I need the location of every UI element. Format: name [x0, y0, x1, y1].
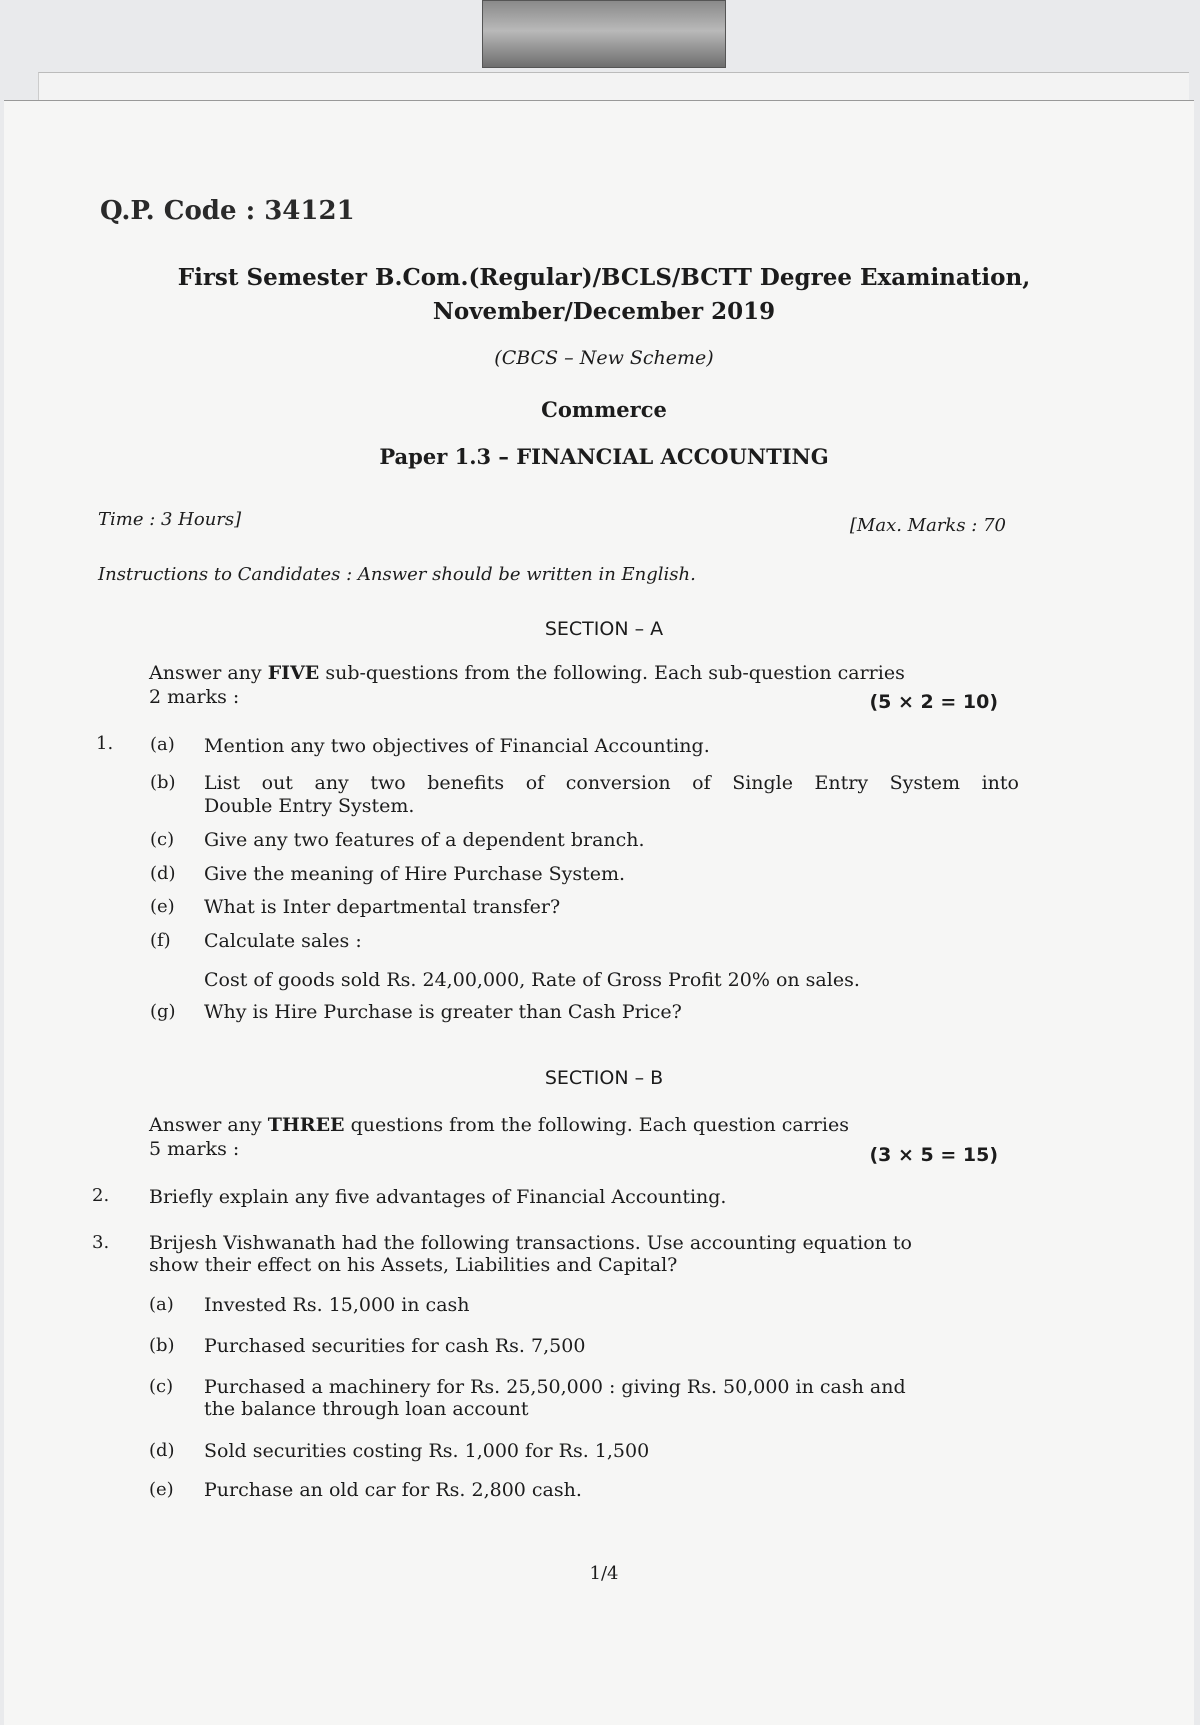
q3d-text: Sold securities costing Rs. 1,000 for Rs. 1,500 [204, 1440, 650, 1462]
question-2-text: Briefly explain any five advantages of Financial Accounting. [149, 1186, 727, 1208]
q1e-label: (e) [150, 896, 175, 917]
section-b-marks: (3 × 5 = 15) [869, 1144, 998, 1166]
q3a-label: (a) [149, 1294, 174, 1315]
q3b-label: (b) [149, 1335, 175, 1356]
q3b-text: Purchased securities for cash Rs. 7,500 [204, 1335, 586, 1357]
q3e-label: (e) [149, 1479, 174, 1500]
q3d-label: (d) [149, 1440, 175, 1461]
exam-scheme: (CBCS – New Scheme) [494, 347, 714, 369]
q1b-text: List out any two benefits of conversion of Single Entry System into [204, 772, 1019, 794]
section-a-marks: (5 × 2 = 10) [869, 691, 998, 713]
exam-subject: Commerce [541, 397, 667, 422]
section-b-instruction: Answer any THREE questions from the following. Each question carries 5 marks : [149, 1114, 849, 1160]
section-a-instruction: Answer any FIVE sub-questions from the following. Each sub-question carries 2 marks : [149, 662, 905, 708]
section-b-title: SECTION – B [544, 1067, 664, 1089]
q3c-text-cont: the balance through loan account [204, 1398, 529, 1420]
question-2-number: 2. [92, 1185, 110, 1206]
exam-title-line2: November/December 2019 [432, 298, 776, 325]
q1g-label: (g) [150, 1001, 176, 1022]
question-3-text-cont: show their effect on his Assets, Liabilities and Capital? [149, 1254, 678, 1276]
paper-title: Paper 1.3 – FINANCIAL ACCOUNTING [379, 444, 829, 469]
q1d-label: (d) [150, 863, 176, 884]
q1f-text-cont: Cost of goods sold Rs. 24,00,000, Rate of Gross Profit 20% on sales. [204, 969, 860, 991]
qp-code: Q.P. Code : 34121 [100, 196, 355, 226]
instructions: Instructions to Candidates : Answer should be written in English. [98, 564, 696, 585]
exam-page [4, 100, 1194, 1725]
q3c-text: Purchased a machinery for Rs. 25,50,000 : giving Rs. 50,000 in cash and [204, 1376, 906, 1398]
q1a-label: (a) [150, 734, 175, 755]
q1c-label: (c) [150, 829, 175, 850]
q1b-label: (b) [150, 772, 176, 793]
q1b-text-cont: Double Entry System. [204, 795, 415, 817]
q1f-text: Calculate sales : [204, 930, 362, 952]
q1c-text: Give any two features of a dependent branch. [204, 829, 645, 851]
q3e-text: Purchase an old car for Rs. 2,800 cash. [204, 1479, 582, 1501]
question-3-text: Brijesh Vishwanath had the following transactions. Use accounting equation to [149, 1232, 912, 1254]
q3a-text: Invested Rs. 15,000 in cash [204, 1294, 470, 1316]
scanner-clip [482, 0, 726, 68]
time-allowed: Time : 3 Hours] [98, 509, 242, 530]
max-marks: [Max. Marks : 70 [849, 515, 1006, 536]
q1g-text: Why is Hire Purchase is greater than Cash Price? [204, 1001, 682, 1023]
question-3-number: 3. [92, 1232, 110, 1253]
section-a-title: SECTION – A [544, 618, 664, 640]
q1f-label: (f) [150, 930, 171, 951]
q1a-text: Mention any two objectives of Financial Accounting. [204, 735, 710, 757]
q1d-text: Give the meaning of Hire Purchase System. [204, 863, 626, 885]
exam-title-line1: First Semester B.Com.(Regular)/BCLS/BCTT Degree Examination, [177, 264, 1031, 291]
q1e-text: What is Inter departmental transfer? [204, 896, 561, 918]
q3c-label: (c) [149, 1376, 174, 1397]
question-1-number: 1. [96, 733, 114, 754]
page-number: 1/4 [589, 1563, 619, 1584]
